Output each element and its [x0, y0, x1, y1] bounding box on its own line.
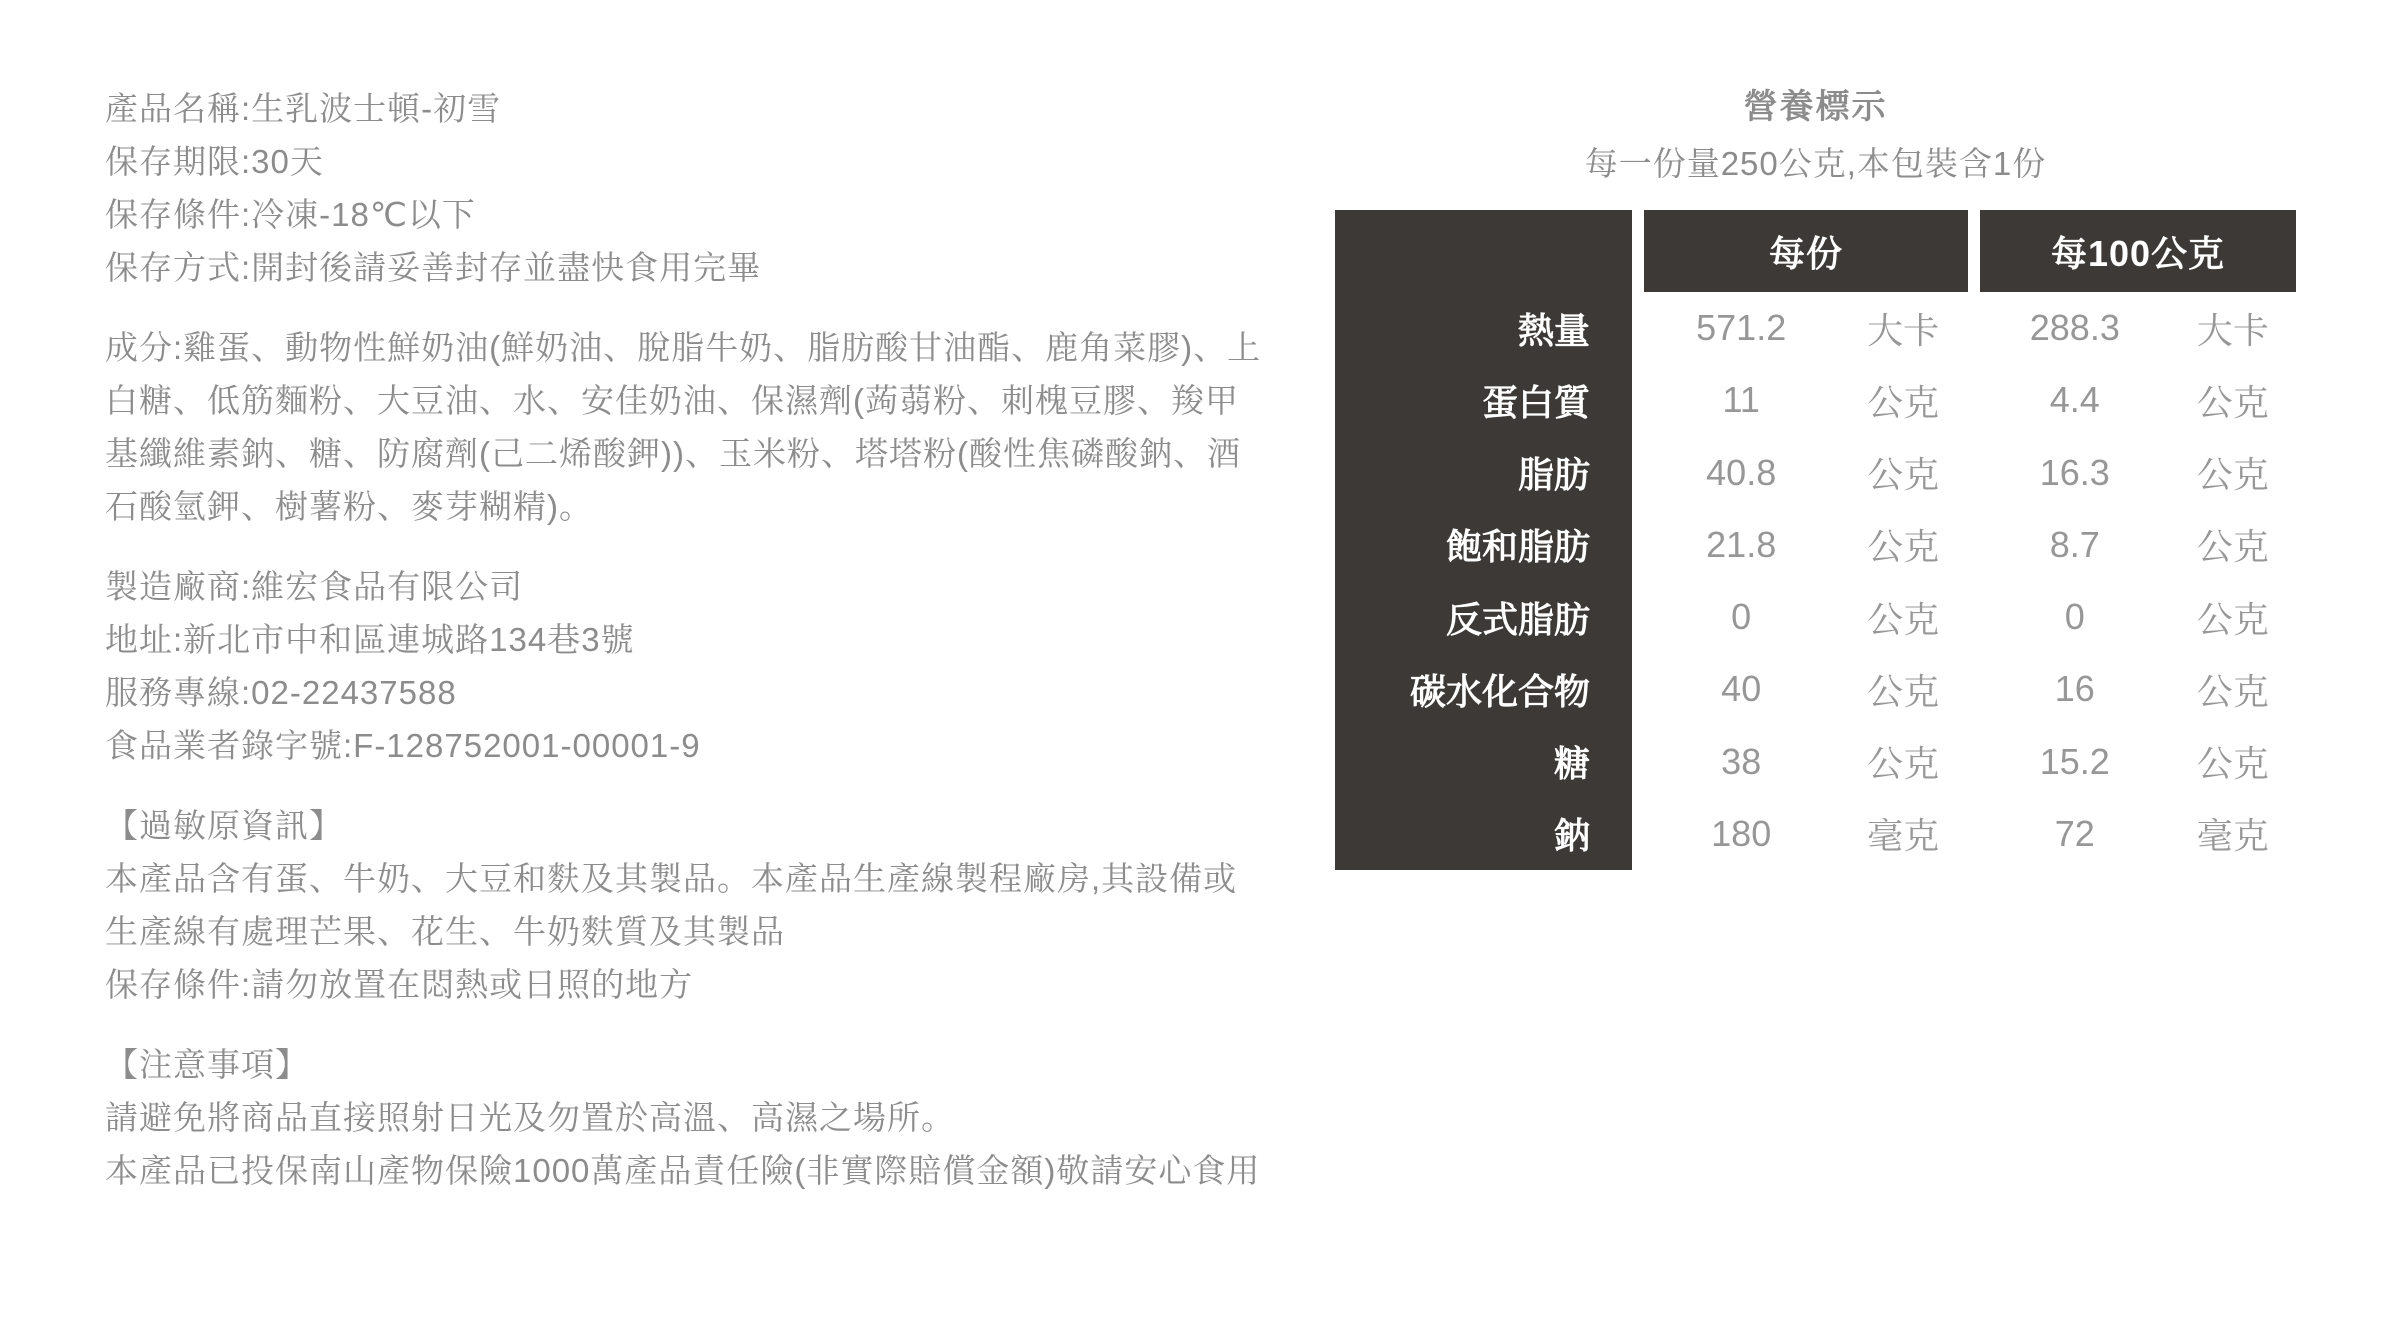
row-label-sodium: 鈉: [1553, 815, 1590, 857]
unit-per-serving: 公克: [1867, 526, 1940, 568]
unit-per-100g: 毫克: [2196, 815, 2269, 857]
unit-per-serving: 公克: [1867, 670, 1940, 712]
value-per-serving: 38: [1721, 740, 1762, 782]
table-row: [1644, 292, 2296, 364]
manufacturer-info: [105, 560, 1270, 772]
allergen-title: 【過敏原資訊】: [105, 807, 343, 844]
nutrition-serving-info: 每一份量250公克,本包裝含1份: [1584, 145, 2047, 182]
value-per-100g: 16: [2054, 668, 2095, 710]
unit-per-100g: 公克: [2196, 743, 2269, 785]
nutrition-panel: [1335, 84, 2296, 870]
nutrition-values-area: [1644, 292, 2296, 870]
value-per-100g: 72: [2054, 812, 2095, 854]
value-per-serving: 180: [1711, 812, 1772, 854]
notice-title: 【注意事項】: [105, 1046, 309, 1083]
unit-per-100g: 公克: [2196, 454, 2269, 496]
unit-per-serving: 公克: [1867, 598, 1940, 640]
unit-per-serving: 毫克: [1867, 815, 1940, 857]
value-per-serving: 40: [1721, 668, 1762, 710]
row-label-sugar: 糖: [1553, 743, 1590, 785]
value-per-serving: 21.8: [1706, 523, 1777, 565]
unit-per-100g: 公克: [2196, 381, 2269, 423]
unit-per-serving: 公克: [1867, 454, 1940, 496]
nutrition-title: 營養標示: [1743, 88, 1888, 126]
allergen-line2: 保存條件:請勿放置在悶熱或日照的地方: [105, 966, 694, 1003]
value-per-serving: 0: [1731, 596, 1752, 638]
product-basic-info: [105, 82, 1270, 294]
notice-line1: 請避免將商品直接照射日光及勿置於高溫、高濕之場所。: [105, 1099, 955, 1136]
table-row: [1644, 798, 2296, 870]
registration-number-line: 食品業者錄字號:F-128752001-00001-9: [105, 727, 701, 764]
table-row: [1644, 509, 2296, 581]
value-per-serving: 571.2: [1696, 307, 1787, 349]
unit-per-serving: 公克: [1867, 381, 1940, 423]
table-row: [1644, 364, 2296, 436]
value-per-100g: 288.3: [2029, 307, 2120, 349]
row-label-calories: 熱量: [1517, 309, 1590, 351]
table-row: [1644, 653, 2296, 725]
product-info-column: [105, 82, 1270, 1197]
value-per-100g: 8.7: [2049, 523, 2100, 565]
storage-condition-line: 保存條件:冷凍-18℃以下: [105, 196, 476, 233]
value-per-100g: 16.3: [2039, 451, 2110, 493]
value-per-serving: 40.8: [1706, 451, 1777, 493]
service-phone-line: 服務專線:02-22437588: [105, 674, 457, 711]
nutrition-label-column: [1335, 210, 1632, 870]
shelf-life-line: 保存期限:30天: [105, 143, 324, 180]
notice-section: [105, 1038, 1270, 1197]
allergen-line1: 本產品含有蛋、牛奶、大豆和麩及其製品。本產品生產線製程廠房,其設備或生產線有處理芒果、花生、牛奶麩質及其製品: [105, 860, 1238, 950]
value-per-serving: 11: [1722, 379, 1760, 421]
manufacturer-line: 製造廠商:維宏食品有限公司: [105, 568, 524, 605]
product-name-line: 產品名稱:生乳波士頓-初雪: [105, 90, 502, 127]
column-header-per-100g: 每100公克: [1980, 210, 2296, 292]
row-label-protein: 蛋白質: [1481, 381, 1590, 423]
row-label-trans-fat: 反式脂肪: [1445, 598, 1590, 640]
value-per-100g: 15.2: [2039, 740, 2110, 782]
unit-per-100g: 公克: [2196, 670, 2269, 712]
row-label-saturated-fat: 飽和脂肪: [1445, 526, 1590, 568]
ingredients-paragraph: 成分:雞蛋、動物性鮮奶油(鮮奶油、脫脂牛奶、脂肪酸甘油酯、鹿角菜膠)、上白糖、低筋麵粉、大豆油、水、安佳奶油、保濕劑(蒟蒻粉、刺槐豆膠、羧甲基纖維素鈉、糖、防腐劑(己二烯酸鉀))、玉米粉、塔塔粉(酸性焦磷酸鈉、酒石酸氫鉀、樹薯粉、麥芽糊精)。: [105, 329, 1262, 525]
row-label-fat: 脂肪: [1517, 454, 1590, 496]
column-header-per-serving: 每份: [1644, 210, 1968, 292]
storage-method-line: 保存方式:開封後請妥善封存並盡快食用完畢: [105, 249, 762, 286]
row-label-carbohydrate: 碳水化合物: [1409, 670, 1590, 712]
unit-per-serving: 公克: [1867, 743, 1940, 785]
value-per-100g: 4.4: [2049, 379, 2100, 421]
notice-line2: 本產品已投保南山產物保險1000萬產品責任險(非實際賠償金額)敬請安心食用: [105, 1152, 1261, 1189]
nutrition-table: [1335, 210, 2296, 870]
table-row: [1644, 726, 2296, 798]
table-row: [1644, 437, 2296, 509]
allergen-section: [105, 799, 1270, 1011]
unit-per-100g: 公克: [2196, 598, 2269, 640]
table-row: [1644, 581, 2296, 653]
unit-per-100g: 大卡: [2196, 309, 2269, 351]
value-per-100g: 0: [2064, 596, 2085, 638]
unit-per-serving: 大卡: [1867, 309, 1940, 351]
unit-per-100g: 公克: [2196, 526, 2269, 568]
label-column-spacer: [1335, 210, 1632, 292]
address-line: 地址:新北市中和區連城路134巷3號: [105, 621, 635, 658]
